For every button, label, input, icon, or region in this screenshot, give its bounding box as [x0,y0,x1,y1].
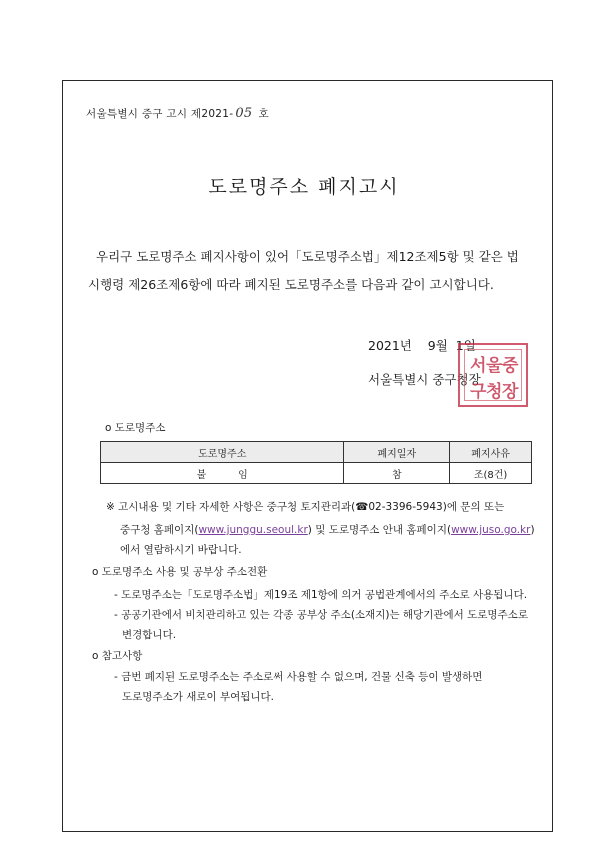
note-line-3: 에서 열람하시기 바랍니다. [120,544,242,556]
section-heading-road-address: o 도로명주소 [105,422,166,434]
column-header-abolition-date: 폐지일자 [344,442,450,463]
seal-char: 구 [470,382,487,402]
section2-bullet-2-line-2: 변경합니다. [122,629,177,641]
section2-bullet-1: - 도로명주소는「도로명주소법」제19조 제1항에 의거 공법관계에서의 주소로 사용됩니다. [114,589,528,601]
handwritten-number: 05 [235,106,253,121]
juso-homepage-link[interactable]: www.juso.go.kr [451,524,531,536]
date-year: 2021년 [368,338,412,353]
section2-bullet-2-line-1: - 공공기관에서 비치관리하고 있는 각종 공부상 주소(소재지)는 해당기관에서 도로명주소로 [114,609,528,621]
body-paragraph-line-2: 시행령 제26조제6항에 따라 폐지된 도로명주소를 다음과 같이 고시합니다. [88,277,494,292]
table-cell: 불 임 [101,463,344,484]
junggu-homepage-link[interactable]: www.junggu.seoul.kr [198,524,308,536]
seal-char: 서 [470,356,487,376]
body-paragraph-line-1: 우리구 도로명주소 폐지사항이 있어「도로명주소법」제12조제5항 및 같은 법 [96,249,519,264]
table-row [101,463,532,484]
section3-bullet-1-line-2: 도로명주소가 새로이 부여됩니다. [122,691,275,703]
column-header-abolition-reason: 폐지사유 [450,442,532,463]
seal-char: 청 [486,382,503,402]
date-day: 1일 [455,338,476,353]
section-heading-address-conversion: o 도로명주소 사용 및 공부상 주소전환 [92,566,268,578]
seal-char: 중 [502,356,519,376]
section3-bullet-1-line-1: - 금번 폐지된 도로명주소는 주소로써 사용할 수 없으며, 건물 신축 등이 발생하면 [114,671,483,683]
note-text: ) [530,524,535,536]
official-seal-stamp [458,343,528,407]
table-cell: 조(8건) [450,463,532,484]
seal-char: 울 [486,356,503,376]
note-line-1: ※ 고시내용 및 기타 자세한 사항은 중구청 토지관리과(☎02-3396-5943)에 문의 또는 [106,501,505,513]
table-cell: 참 [344,463,450,484]
column-header-road-address: 도로명주소 [101,442,344,463]
table-header-row [101,442,532,463]
date-month: 9월 [427,338,448,353]
note-text: 중구청 홈페이지( [120,524,199,536]
note-text: ) 및 도로명주소 안내 홈페이지( [307,524,452,536]
notice-prefix: 서울특별시 중구 고시 제2021- [86,108,234,120]
document-title: 도로명주소 폐지고시 [208,176,400,198]
abolished-address-table [100,441,532,484]
notice-number [86,106,269,121]
section-heading-reference: o 참고사항 [92,650,143,662]
seal-char: 장 [502,382,519,402]
issuer-name: 서울특별시 중구청장 [368,372,481,387]
notice-suffix: 호 [258,108,269,120]
